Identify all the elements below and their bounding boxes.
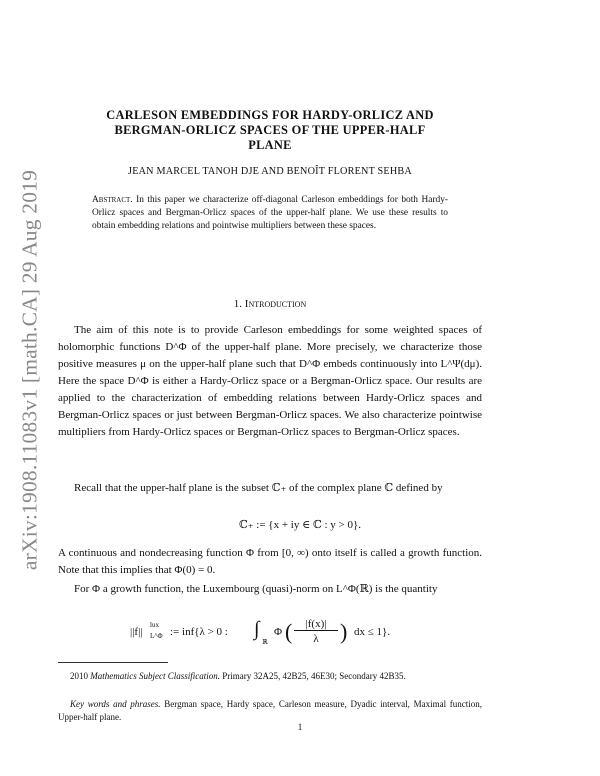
norm-rhs: dx ≤ 1}. [354,626,391,638]
recall-paragraph: Recall that the upper-half plane is the subset ℂ₊ of the complex plane ℂ defined by [74,482,443,494]
abstract-label: Abstract. [92,195,133,205]
left-paren: ( [285,619,293,644]
footnote-msc [58,670,482,683]
footnote-msc-year: 2010 [70,671,88,681]
luxembourg-norm-paragraph: For Φ a growth function, the Luxembourg (quasi)-norm on L^Φ(ℝ) is the quantity [74,583,438,595]
page-number: 1 [297,722,303,732]
section-number: 1. [233,298,243,310]
section-heading [60,298,480,310]
norm-subscript: L^Φ [150,632,163,640]
author-list: JEAN MARCEL TANOH DJE AND BENOÎT FLORENT SEHBA [128,166,412,177]
norm-inf: := inf{λ > 0 : [170,626,228,638]
arxiv-identifier[interactable]: arXiv:1908.11083v1 [math.CA] 29 Aug 2019 [17,169,42,571]
footnote-msc-label: Mathematics Subject Classification. [90,671,220,681]
upper-half-plane-equation: ℂ₊ := {x + iy ∈ ℂ : y > 0}. [238,519,362,531]
footnote-rule [58,662,168,663]
growth-function-paragraph: A continuous and nondecreasing function Φ from [0, ∞) onto itself is called a growth function. Note that this implies that Φ(0) = 0. [58,547,482,576]
fraction-denominator: λ [313,633,319,645]
fraction-numerator: |f(x)| [294,618,338,631]
right-paren: ) [340,619,348,644]
footnote-keywords-label: Key words and phrases. [70,699,161,709]
arxiv-sidebar-stamp [10,170,50,570]
title-line-3: PLANE [248,138,292,152]
footnote-keywords [58,698,482,723]
footnote-keywords-text: Bergman space, Hardy space, Carleson measure, Dyadic interval, Maximal function, Upper-half plane. [58,699,483,722]
norm-superscript: lux [150,621,159,629]
luxembourg-norm-equation [130,618,490,650]
abstract-block [92,194,448,234]
paper-title [60,108,480,153]
phi-symbol: Φ [274,626,283,638]
footnote-msc-text: Primary 32A25, 42B25, 46E30; Secondary 42B35. [222,671,406,681]
section-title: Introduction [244,298,307,310]
title-line-1: CARLESON EMBEDDINGS FOR HARDY-ORLICZ AND [106,108,434,122]
integral-sign: ∫ [254,618,260,640]
title-line-2: BERGMAN-ORLICZ SPACES OF THE UPPER-HALF [114,123,426,137]
intro-paragraph: The aim of this note is to provide Carleson embeddings for some weighted spaces of holomorphic functions D^Φ of the upper-half plane. More precisely, we characterize those positive measures μ on the upper-half plane such that D^Φ embeds continuously into L^Ψ(dμ). Here the space D^Φ is either a Hardy-Orlicz space or a Bergman-Orlicz space. Our results are applied to the characterization of embedding relations between Hardy-Orlicz spaces and Bergman-Orlicz spaces or just between Bergman-Orlicz spaces. We also characterize pointwise multipliers from Hardy-Orlicz spaces or Bergman-Orlicz spaces to Bergman-Orlicz spaces. [58,324,482,438]
integral-domain: ℝ [262,638,268,646]
abstract-text: In this paper we characterize off-diagonal Carleson embeddings for both Hardy-Orlicz spaces and Bergman-Orlicz spaces of the upper-half plane. We use these results to obtain embedding relations and pointwise multipliers between these spaces. [92,195,448,232]
norm-lhs: ||f|| [130,626,143,638]
